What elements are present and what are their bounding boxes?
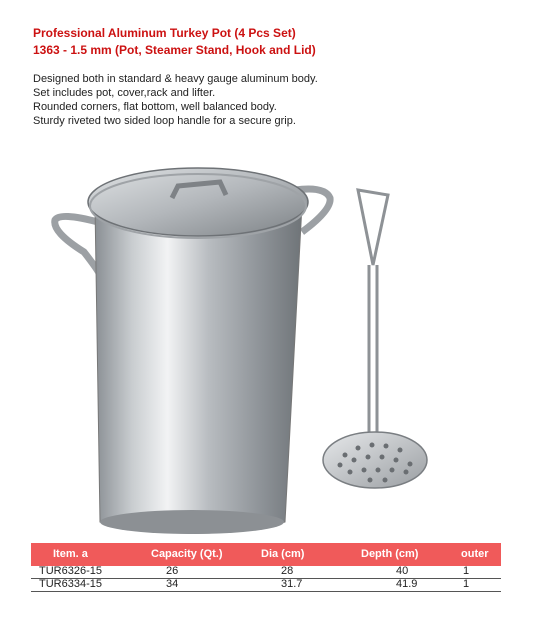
header-cell: Capacity (Qt.) [151,548,223,560]
table-row [31,579,501,592]
table-header [31,543,501,566]
description-line: Set includes pot, cover,rack and lifter. [33,87,216,99]
description-line: Designed both in standard & heavy gauge aluminum body. [33,73,318,85]
pot-body [95,205,302,534]
pot-bottom [100,510,284,534]
table-cell: 1 [463,565,470,577]
header-cell: Depth (cm) [361,548,419,560]
product-subtitle: 1363 - 1.5 mm (Pot, Steamer Stand, Hook and Lid) [33,43,316,57]
header-cell: Dia (cm) [261,548,305,560]
table-cell: 28 [281,565,294,577]
steamer-disc [323,432,427,488]
table-cell: TUR6326-15 [39,565,102,577]
description-line: Rounded corners, flat bottom, well balanced body. [33,101,277,113]
table-cell: 1 [463,578,470,590]
header-cell: outer [461,548,489,560]
pot-lid [88,168,308,236]
left-handle [55,216,100,275]
lifter-hook [358,190,388,265]
table-cell: 26 [166,565,179,577]
table-cell: 31.7 [281,578,303,590]
product-image [40,150,460,535]
product-title: Professional Aluminum Turkey Pot (4 Pcs Set) [33,26,296,40]
description-line: Sturdy riveted two sided loop handle for a secure grip. [33,115,296,127]
table-cell: 40 [396,565,409,577]
table-cell: 41.9 [396,578,418,590]
product-description [33,72,318,128]
table-cell: TUR6334-15 [39,578,102,590]
table-cell: 34 [166,578,179,590]
spec-table [31,543,501,592]
header-cell: Item. a [53,548,88,560]
